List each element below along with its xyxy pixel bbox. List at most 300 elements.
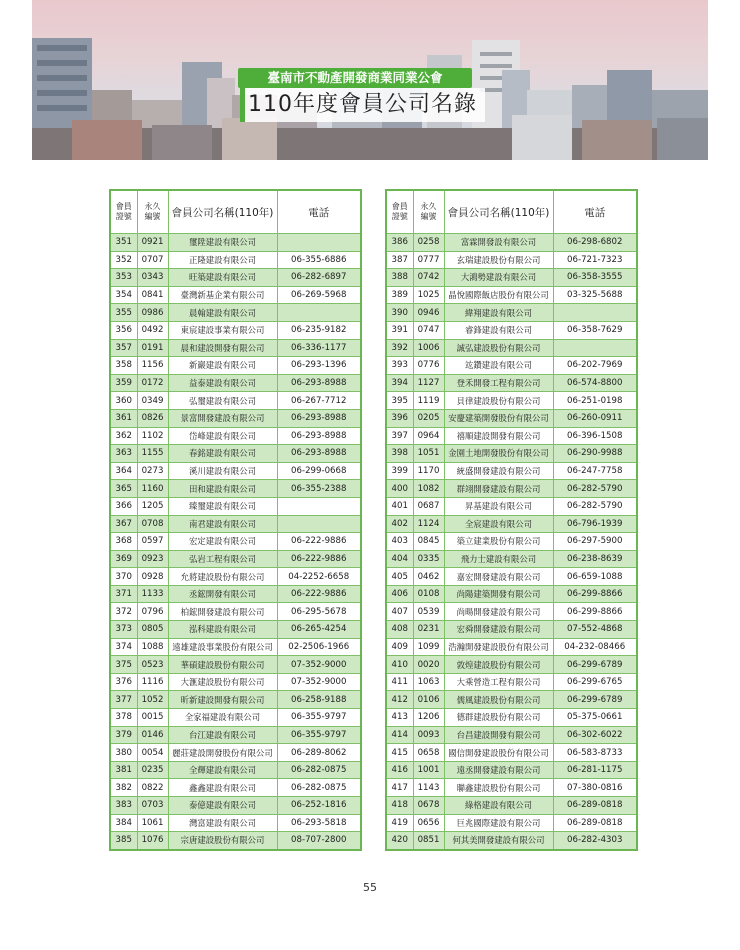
phone-cell: 06-355-9797 (277, 709, 361, 727)
phone-cell: 06-282-0875 (277, 761, 361, 779)
member-no-cell: 387 (386, 251, 413, 269)
table-row (386, 497, 637, 515)
company-name-cell: 泰億建設有限公司 (168, 797, 277, 815)
phone-cell: 06-293-8988 (277, 445, 361, 463)
member-no-cell: 394 (386, 374, 413, 392)
phone-cell: 06-282-4303 (553, 832, 637, 850)
phone-cell: 06-297-5900 (553, 533, 637, 551)
member-no-cell: 351 (110, 234, 137, 252)
perm-no-cell: 0805 (137, 621, 168, 639)
company-name-cell: 睿鋒建設有限公司 (444, 321, 553, 339)
table-row (386, 656, 637, 674)
member-no-cell: 381 (110, 761, 137, 779)
company-name-cell: 大乘營造工程有限公司 (444, 673, 553, 691)
column-header-phone: 電話 (277, 190, 361, 234)
column-header-member-no: 會員 證號 (386, 190, 413, 234)
company-name-cell: 嘉宏開發建設有限公司 (444, 568, 553, 586)
company-name-cell: 安慶建築開發股份有限公司 (444, 409, 553, 427)
perm-no-cell: 0742 (413, 269, 444, 287)
table-row (110, 269, 361, 287)
member-no-cell: 362 (110, 427, 137, 445)
page-number: 55 (363, 881, 377, 894)
company-name-cell: 儒風建設股份有限公司 (444, 691, 553, 709)
table-header-row (110, 190, 361, 234)
phone-cell: 08-707-2800 (277, 832, 361, 850)
perm-no-cell: 0851 (413, 832, 444, 850)
company-name-cell: 全輝建設有限公司 (168, 761, 277, 779)
table-row (110, 409, 361, 427)
phone-cell: 06-299-0668 (277, 462, 361, 480)
perm-no-cell: 0707 (137, 251, 168, 269)
member-no-cell: 415 (386, 744, 413, 762)
perm-no-cell: 0273 (137, 462, 168, 480)
table-row (386, 709, 637, 727)
company-name-cell: 竑鑽建設有限公司 (444, 357, 553, 375)
table-row (386, 339, 637, 357)
perm-no-cell: 0106 (413, 691, 444, 709)
phone-cell: 06-289-0818 (553, 814, 637, 832)
company-name-cell: 南君建設有限公司 (168, 515, 277, 533)
company-name-cell: 丞鋐開發有限公司 (168, 585, 277, 603)
phone-cell: 06-355-6886 (277, 251, 361, 269)
table-row (386, 304, 637, 322)
perm-no-cell: 1001 (413, 761, 444, 779)
member-no-cell: 365 (110, 480, 137, 498)
table-row (386, 568, 637, 586)
phone-cell: 06-202-7969 (553, 357, 637, 375)
company-name-cell: 巨兆國際建設有限公司 (444, 814, 553, 832)
perm-no-cell: 0343 (137, 269, 168, 287)
table-row (386, 286, 637, 304)
company-name-cell: 新巖建設有限公司 (168, 357, 277, 375)
phone-cell: 06-396-1508 (553, 427, 637, 445)
company-name-cell: 浩瀚開發建設股份有限公司 (444, 638, 553, 656)
perm-no-cell: 1143 (413, 779, 444, 797)
phone-cell: 06-251-0198 (553, 392, 637, 410)
company-name-cell: 飛力士建設有限公司 (444, 550, 553, 568)
table-row (386, 251, 637, 269)
phone-cell: 06-299-8866 (553, 585, 637, 603)
perm-no-cell: 0093 (413, 726, 444, 744)
table-row (110, 321, 361, 339)
phone-cell: 06-293-1396 (277, 357, 361, 375)
perm-no-cell: 1102 (137, 427, 168, 445)
perm-no-cell: 0678 (413, 797, 444, 815)
table-row (386, 603, 637, 621)
company-name-cell: 晨和建設開發有限公司 (168, 339, 277, 357)
member-no-cell: 399 (386, 462, 413, 480)
member-no-cell: 419 (386, 814, 413, 832)
company-name-cell: 富霖開發設有限公司 (444, 234, 553, 252)
table-row (110, 814, 361, 832)
table-row (110, 638, 361, 656)
phone-cell (277, 234, 361, 252)
table-row (110, 234, 361, 252)
phone-cell: 06-281-1175 (553, 761, 637, 779)
perm-no-cell: 1061 (137, 814, 168, 832)
member-no-cell: 403 (386, 533, 413, 551)
company-name-cell: 晨翰建設有限公司 (168, 304, 277, 322)
table-row (386, 392, 637, 410)
member-no-cell: 420 (386, 832, 413, 850)
perm-no-cell: 0539 (413, 603, 444, 621)
member-no-cell: 409 (386, 638, 413, 656)
phone-cell: 06-358-3555 (553, 269, 637, 287)
member-no-cell: 386 (386, 234, 413, 252)
phone-cell: 06-269-5968 (277, 286, 361, 304)
company-name-cell: 田和建設有限公司 (168, 480, 277, 498)
company-name-cell: 遠丞開發建設有限公司 (444, 761, 553, 779)
company-name-cell: 益泰建設有限公司 (168, 374, 277, 392)
perm-no-cell: 0845 (413, 533, 444, 551)
table-row (110, 304, 361, 322)
perm-no-cell: 1119 (413, 392, 444, 410)
table-row (110, 286, 361, 304)
table-row (386, 462, 637, 480)
member-no-cell: 358 (110, 357, 137, 375)
phone-cell: 06-282-6897 (277, 269, 361, 287)
member-no-cell: 373 (110, 621, 137, 639)
phone-cell: 03-325-5688 (553, 286, 637, 304)
column-header-company-name: 會員公司名稱(110年) (444, 190, 553, 234)
table-row (110, 550, 361, 568)
perm-no-cell: 0964 (413, 427, 444, 445)
phone-cell: 07-352-9000 (277, 673, 361, 691)
perm-no-cell: 1025 (413, 286, 444, 304)
member-no-cell: 406 (386, 585, 413, 603)
member-table-left (109, 189, 362, 851)
company-name-cell: 弘岩工程有限公司 (168, 550, 277, 568)
company-name-cell: 臻璽建設有限公司 (168, 497, 277, 515)
table-row (110, 726, 361, 744)
table-row (386, 515, 637, 533)
member-no-cell: 364 (110, 462, 137, 480)
table-row (110, 691, 361, 709)
company-name-cell: 弘璽建設有限公司 (168, 392, 277, 410)
member-no-cell: 417 (386, 779, 413, 797)
perm-no-cell: 0923 (137, 550, 168, 568)
perm-no-cell: 0597 (137, 533, 168, 551)
member-no-cell: 400 (386, 480, 413, 498)
phone-cell: 06-721-7323 (553, 251, 637, 269)
member-no-cell: 418 (386, 797, 413, 815)
phone-cell: 05-375-0661 (553, 709, 637, 727)
column-header-member-no: 會員 證號 (110, 190, 137, 234)
perm-no-cell: 1127 (413, 374, 444, 392)
member-no-cell: 359 (110, 374, 137, 392)
column-header-perm-no: 永久 編號 (413, 190, 444, 234)
phone-cell: 06-235-9182 (277, 321, 361, 339)
company-name-cell: 禧順建設開發有限公司 (444, 427, 553, 445)
member-no-cell: 411 (386, 673, 413, 691)
phone-cell: 06-247-7758 (553, 462, 637, 480)
company-name-cell: 尚陽建築開發有限公司 (444, 585, 553, 603)
table-row (386, 445, 637, 463)
perm-no-cell: 1116 (137, 673, 168, 691)
member-no-cell: 390 (386, 304, 413, 322)
phone-cell: 07-352-9000 (277, 656, 361, 674)
phone-cell: 06-295-5678 (277, 603, 361, 621)
table-row (386, 585, 637, 603)
perm-no-cell: 0946 (413, 304, 444, 322)
company-name-cell: 統盛開發建設有限公司 (444, 462, 553, 480)
perm-no-cell: 0776 (413, 357, 444, 375)
company-name-cell: 晶悅國際飯店股份有限公司 (444, 286, 553, 304)
table-row (110, 797, 361, 815)
perm-no-cell: 0986 (137, 304, 168, 322)
phone-cell: 06-355-2388 (277, 480, 361, 498)
phone-cell: 06-289-8062 (277, 744, 361, 762)
member-no-cell: 378 (110, 709, 137, 727)
table-row (110, 515, 361, 533)
table-row (110, 497, 361, 515)
perm-no-cell: 0191 (137, 339, 168, 357)
member-no-cell: 352 (110, 251, 137, 269)
table-row (110, 673, 361, 691)
company-name-cell: 玄瑞建設股份有限公司 (444, 251, 553, 269)
member-no-cell: 397 (386, 427, 413, 445)
perm-no-cell: 0841 (137, 286, 168, 304)
phone-cell: 06-222-9886 (277, 533, 361, 551)
perm-no-cell: 0054 (137, 744, 168, 762)
phone-cell: 04-232-08466 (553, 638, 637, 656)
phone-cell: 02-2506-1966 (277, 638, 361, 656)
table-row (386, 744, 637, 762)
perm-no-cell: 0015 (137, 709, 168, 727)
perm-no-cell: 0492 (137, 321, 168, 339)
perm-no-cell: 0231 (413, 621, 444, 639)
perm-no-cell: 0826 (137, 409, 168, 427)
phone-cell: 04-2252-6658 (277, 568, 361, 586)
company-name-cell: 金園土地開發股份有限公司 (444, 445, 553, 463)
member-no-cell: 379 (110, 726, 137, 744)
company-name-cell: 群翊開發建設有限公司 (444, 480, 553, 498)
member-no-cell: 370 (110, 568, 137, 586)
table-row (110, 462, 361, 480)
page-title: 110年度會員公司名錄 (248, 92, 477, 117)
perm-no-cell: 1170 (413, 462, 444, 480)
company-name-cell: 柏鋐開發建設有限公司 (168, 603, 277, 621)
company-name-cell: 敦煌建設股份有限公司 (444, 656, 553, 674)
member-no-cell: 402 (386, 515, 413, 533)
member-no-cell: 372 (110, 603, 137, 621)
company-name-cell: 璽陞建設有限公司 (168, 234, 277, 252)
member-no-cell: 368 (110, 533, 137, 551)
company-name-cell: 德群建設股份有限公司 (444, 709, 553, 727)
member-no-cell: 374 (110, 638, 137, 656)
company-name-cell: 尚暘開發建設有限公司 (444, 603, 553, 621)
phone-cell: 06-299-6789 (553, 656, 637, 674)
perm-no-cell: 1076 (137, 832, 168, 850)
table-row (386, 550, 637, 568)
phone-cell (277, 497, 361, 515)
perm-no-cell: 1133 (137, 585, 168, 603)
perm-no-cell: 0335 (413, 550, 444, 568)
table-row (386, 691, 637, 709)
member-no-cell: 353 (110, 269, 137, 287)
column-header-phone: 電話 (553, 190, 637, 234)
phone-cell: 06-796-1939 (553, 515, 637, 533)
perm-no-cell: 0349 (137, 392, 168, 410)
company-name-cell: 允將建設股份有限公司 (168, 568, 277, 586)
member-no-cell: 401 (386, 497, 413, 515)
member-no-cell: 407 (386, 603, 413, 621)
member-no-cell: 355 (110, 304, 137, 322)
member-no-cell: 408 (386, 621, 413, 639)
perm-no-cell: 0462 (413, 568, 444, 586)
perm-no-cell: 0822 (137, 779, 168, 797)
table-row (110, 480, 361, 498)
perm-no-cell: 0777 (413, 251, 444, 269)
table-row (386, 533, 637, 551)
member-no-cell: 356 (110, 321, 137, 339)
perm-no-cell: 0108 (413, 585, 444, 603)
phone-cell (553, 304, 637, 322)
phone-cell: 06-659-1088 (553, 568, 637, 586)
member-no-cell: 366 (110, 497, 137, 515)
table-row (386, 480, 637, 498)
table-row (386, 832, 637, 850)
company-name-cell: 聯鑫建設股份有限公司 (444, 779, 553, 797)
perm-no-cell: 1063 (413, 673, 444, 691)
company-name-cell: 昇基建設有限公司 (444, 497, 553, 515)
phone-cell: 06-298-6802 (553, 234, 637, 252)
phone-cell: 06-293-8988 (277, 374, 361, 392)
phone-cell: 06-282-0875 (277, 779, 361, 797)
table-row (110, 603, 361, 621)
member-no-cell: 383 (110, 797, 137, 815)
column-header-company-name: 會員公司名稱(110年) (168, 190, 277, 234)
member-no-cell: 416 (386, 761, 413, 779)
member-no-cell: 389 (386, 286, 413, 304)
company-name-cell: 遠雄建設事業股份有限公司 (168, 638, 277, 656)
company-name-cell: 灣富建設有限公司 (168, 814, 277, 832)
table-row (110, 621, 361, 639)
table-row (110, 744, 361, 762)
perm-no-cell: 0747 (413, 321, 444, 339)
company-name-cell: 岱峰建設有限公司 (168, 427, 277, 445)
phone-cell: 06-265-4254 (277, 621, 361, 639)
perm-no-cell: 1051 (413, 445, 444, 463)
perm-no-cell: 0172 (137, 374, 168, 392)
member-no-cell: 360 (110, 392, 137, 410)
member-no-cell: 369 (110, 550, 137, 568)
phone-cell: 06-289-0818 (553, 797, 637, 815)
member-no-cell: 412 (386, 691, 413, 709)
member-no-cell: 380 (110, 744, 137, 762)
perm-no-cell: 1082 (413, 480, 444, 498)
member-no-cell: 354 (110, 286, 137, 304)
table-row (110, 709, 361, 727)
company-name-cell: 溪川建設有限公司 (168, 462, 277, 480)
phone-cell: 06-290-9988 (553, 445, 637, 463)
company-name-cell: 鑫鑫建設有限公司 (168, 779, 277, 797)
perm-no-cell: 1099 (413, 638, 444, 656)
phone-cell: 06-260-0911 (553, 409, 637, 427)
phone-cell: 06-302-6022 (553, 726, 637, 744)
company-name-cell: 全家福建設有限公司 (168, 709, 277, 727)
perm-no-cell: 0796 (137, 603, 168, 621)
member-no-cell: 388 (386, 269, 413, 287)
perm-no-cell: 1006 (413, 339, 444, 357)
perm-no-cell: 0523 (137, 656, 168, 674)
phone-cell (277, 515, 361, 533)
table-row (110, 656, 361, 674)
company-name-cell: 大滙建設股份有限公司 (168, 673, 277, 691)
table-row (110, 357, 361, 375)
company-name-cell: 正隆建設有限公司 (168, 251, 277, 269)
perm-no-cell: 0205 (413, 409, 444, 427)
table-row (110, 339, 361, 357)
company-name-cell: 臺灣新基企業有限公司 (168, 286, 277, 304)
column-header-perm-no: 永久 編號 (137, 190, 168, 234)
table-row (386, 638, 637, 656)
company-name-cell: 宏定建設有限公司 (168, 533, 277, 551)
company-name-cell: 台昌建設開發有限公司 (444, 726, 553, 744)
table-row (110, 568, 361, 586)
phone-cell (553, 339, 637, 357)
member-no-cell: 377 (110, 691, 137, 709)
table-row (386, 321, 637, 339)
perm-no-cell: 1052 (137, 691, 168, 709)
member-no-cell: 392 (386, 339, 413, 357)
phone-cell: 06-358-7629 (553, 321, 637, 339)
table-row (110, 779, 361, 797)
phone-cell: 06-267-7712 (277, 392, 361, 410)
perm-no-cell: 1155 (137, 445, 168, 463)
table-row (110, 374, 361, 392)
company-name-cell: 全宸建設有限公司 (444, 515, 553, 533)
member-no-cell: 357 (110, 339, 137, 357)
table-row (110, 533, 361, 551)
company-name-cell: 台江建設有限公司 (168, 726, 277, 744)
member-no-cell: 405 (386, 568, 413, 586)
perm-no-cell: 0687 (413, 497, 444, 515)
member-no-cell: 393 (386, 357, 413, 375)
table-row (386, 409, 637, 427)
phone-cell: 06-222-9886 (277, 585, 361, 603)
company-name-cell: 登禾開發工程有限公司 (444, 374, 553, 392)
table-row (386, 814, 637, 832)
phone-cell: 06-293-8988 (277, 409, 361, 427)
company-name-cell: 昕新建設開發有限公司 (168, 691, 277, 709)
perm-no-cell: 1205 (137, 497, 168, 515)
table-row (386, 797, 637, 815)
phone-cell: 06-282-5790 (553, 497, 637, 515)
phone-cell: 06-293-5818 (277, 814, 361, 832)
phone-cell: 06-238-8639 (553, 550, 637, 568)
perm-no-cell: 0020 (413, 656, 444, 674)
perm-no-cell: 0656 (413, 814, 444, 832)
company-name-cell: 國信開發建設股份有限公司 (444, 744, 553, 762)
phone-cell: 06-299-6765 (553, 673, 637, 691)
table-row (386, 673, 637, 691)
table-row (386, 427, 637, 445)
table-row (110, 832, 361, 850)
perm-no-cell: 1160 (137, 480, 168, 498)
member-no-cell: 385 (110, 832, 137, 850)
phone-cell: 06-299-6789 (553, 691, 637, 709)
company-name-cell: 東宸建設事業有限公司 (168, 321, 277, 339)
perm-no-cell: 1206 (413, 709, 444, 727)
member-no-cell: 391 (386, 321, 413, 339)
table-row (386, 621, 637, 639)
company-name-cell: 宗唐建設股份有限公司 (168, 832, 277, 850)
table-row (386, 357, 637, 375)
member-no-cell: 396 (386, 409, 413, 427)
phone-cell: 06-258-9188 (277, 691, 361, 709)
phone-cell: 07-552-4868 (553, 621, 637, 639)
